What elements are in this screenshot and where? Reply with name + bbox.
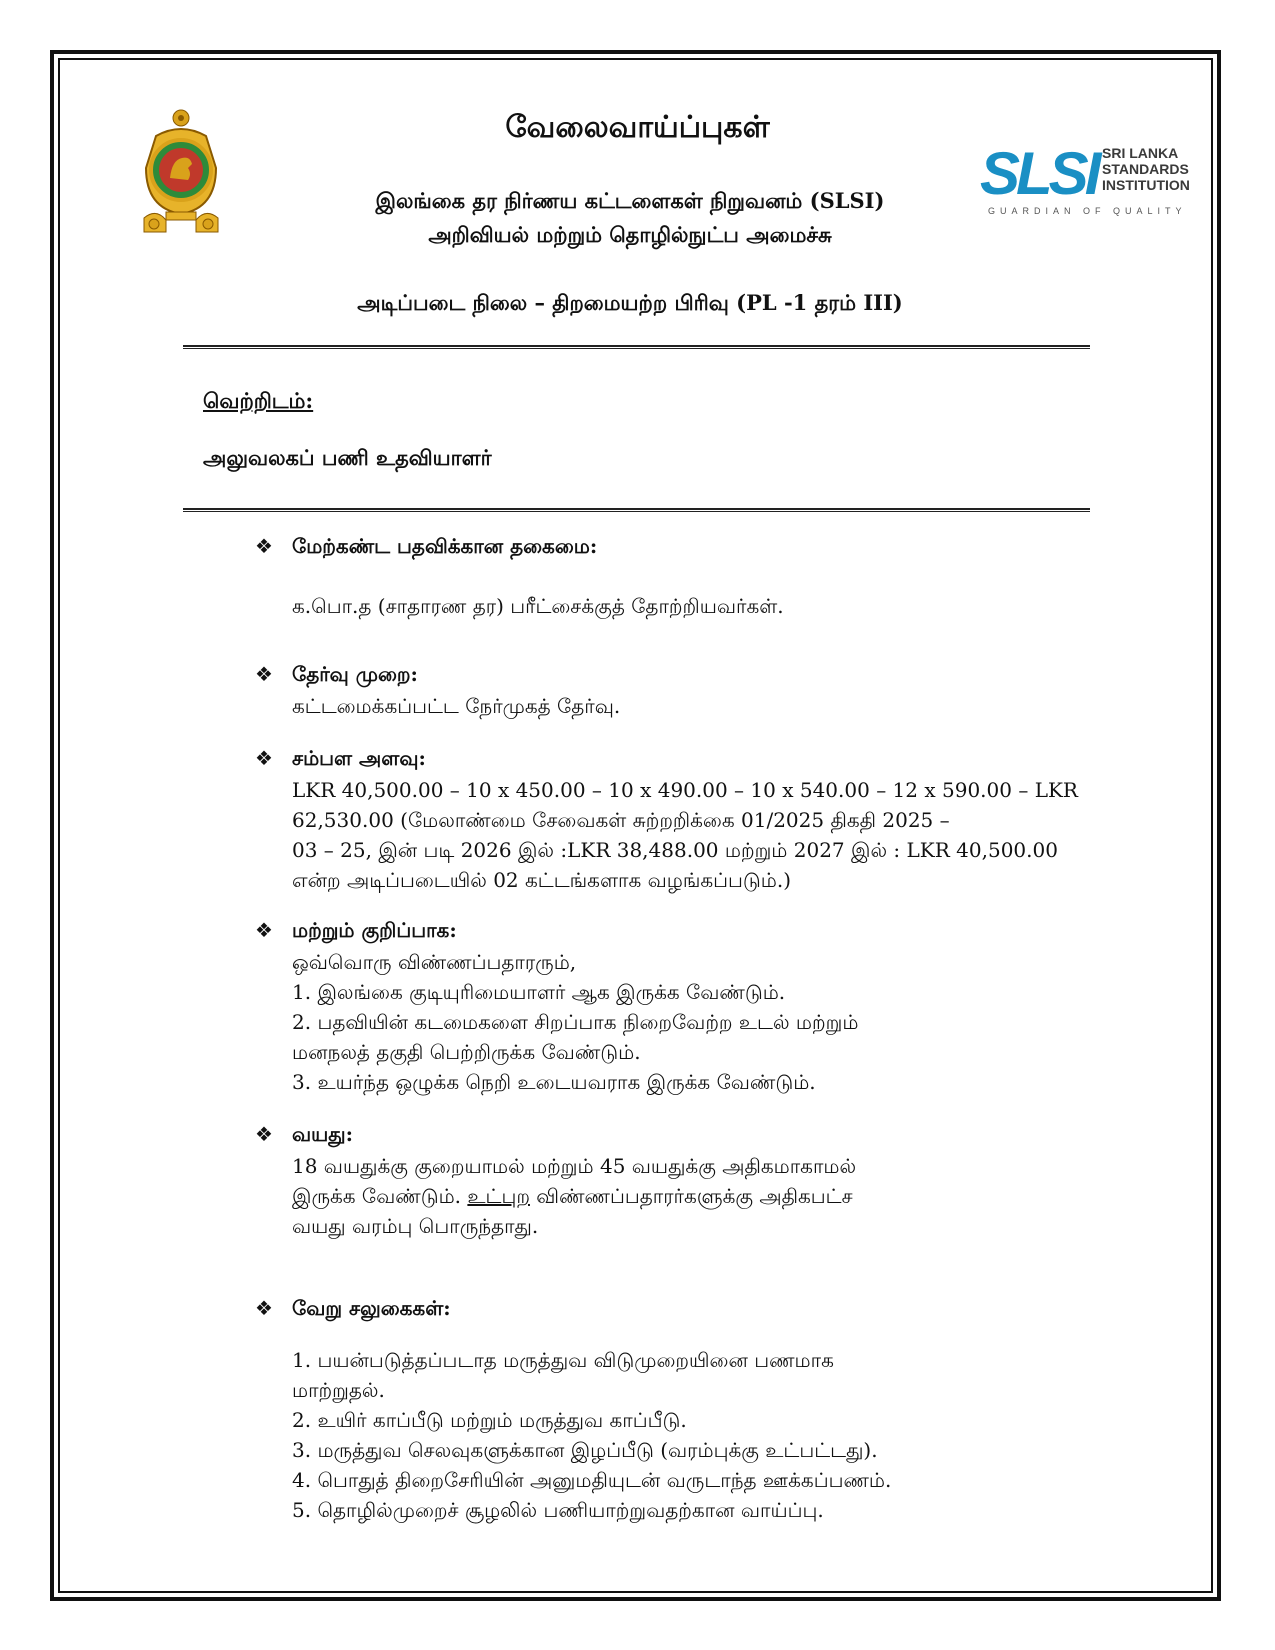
- bullet-icon: ❖: [255, 746, 273, 770]
- benefits-line: 3. மருத்துவ செலவுகளுக்கான இழப்பீடு (வரம்புக்கு உட்பட்டது).: [292, 1438, 878, 1462]
- selection-text: கட்டமைக்கப்பட்ட நேர்முகத் தேர்வு.: [292, 694, 621, 718]
- age-line2-post: விண்ணப்பதாரர்களுக்கு அதிகபட்ச: [529, 1184, 853, 1208]
- salary-line: 62,530.00 (மேலாண்மை சேவைகள் சுற்றறிக்கை 01/2025 திகதி 2025 –: [292, 808, 950, 832]
- divider-top: [183, 345, 1090, 349]
- slsi-logo: [980, 138, 1194, 224]
- requirements-line: 2. பதவியின் கடமைகளை சிறப்பாக நிறைவேற்ற உடல் மற்றும்: [292, 1010, 859, 1034]
- requirements-line: ஒவ்வொரு விண்ணப்பதாரரும்,: [292, 950, 577, 974]
- benefits-line: 5. தொழில்முறைச் சூழலில் பணியாற்றுவதற்கான வாய்ப்பு.: [292, 1498, 824, 1522]
- slsi-logo-line3: INSTITUTION: [1102, 177, 1190, 193]
- divider-bottom: [183, 508, 1090, 512]
- age-line: [292, 1181, 1115, 1211]
- vacancy-label: வெற்றிடம்:: [203, 388, 314, 413]
- age-line2-underlined: உட்புற: [467, 1184, 530, 1208]
- page-title: வேலைவாய்ப்புகள்: [505, 110, 770, 145]
- bullet-icon: ❖: [255, 1122, 273, 1146]
- section-age: [255, 1122, 1115, 1241]
- requirements-line: மனநலத் தகுதி பெற்றிருக்க வேண்டும்.: [292, 1040, 641, 1064]
- salary-line: LKR 40,500.00 – 10 x 450.00 – 10 x 490.00 – 10 x 540.00 – 12 x 590.00 – LKR: [292, 778, 1078, 802]
- age-heading: வயது:: [292, 1122, 354, 1146]
- slsi-logo-line2: STANDARDS: [1102, 161, 1189, 177]
- section-qualification: [255, 534, 1115, 621]
- section-salary: [255, 746, 1115, 895]
- section-selection: [255, 662, 1115, 721]
- selection-heading: தேர்வு முறை:: [292, 662, 418, 686]
- organization-name: இலங்கை தர நிர்ணய கட்டளைகள் நிறுவனம் (SLSI): [375, 188, 885, 213]
- slsi-logo-mark: SLSI: [980, 140, 1098, 207]
- ministry-name: அறிவியல் மற்றும் தொழில்நுட்ப அமைச்சு: [428, 222, 832, 247]
- age-line: வயது வரம்பு பொருந்தாது.: [292, 1214, 539, 1238]
- requirements-heading: மற்றும் குறிப்பாக:: [292, 918, 457, 942]
- bullet-icon: ❖: [255, 662, 273, 686]
- qualification-text: க.பொ.த (சாதாரண தர) பரீட்சைக்குத் தோற்றியவர்கள்.: [292, 594, 784, 618]
- benefits-heading: வேறு சலுகைகள்:: [292, 1296, 451, 1320]
- benefits-line: மாற்றுதல்.: [292, 1378, 385, 1402]
- qualification-heading: மேற்கண்ட பதவிக்கான தகைமை:: [292, 534, 598, 558]
- benefits-line: 1. பயன்படுத்தப்படாத மருத்துவ விடுமுறையினை பணமாக: [292, 1348, 834, 1372]
- requirements-line: 3. உயர்ந்த ஒழுக்க நெறி உடையவராக இருக்க வேண்டும்.: [292, 1070, 816, 1094]
- slsi-logo-line1: SRI LANKA: [1102, 145, 1179, 161]
- age-line: 18 வயதுக்கு குறையாமல் மற்றும் 45 வயதுக்கு அதிகமாகாமல்: [292, 1154, 857, 1178]
- bullet-icon: ❖: [255, 1296, 273, 1320]
- section-benefits: [255, 1296, 1115, 1525]
- salary-heading: சம்பள அளவு:: [292, 746, 426, 770]
- section-requirements: [255, 918, 1115, 1097]
- bullet-icon: ❖: [255, 918, 273, 942]
- bullet-icon: ❖: [255, 534, 273, 558]
- requirements-line: 1. இலங்கை குடியுரிமையாளர் ஆக இருக்க வேண்டும்.: [292, 980, 786, 1004]
- age-line2-pre: இருக்க வேண்டும்.: [292, 1184, 468, 1208]
- slsi-logo-tagline: GUARDIAN OF QUALITY: [988, 206, 1187, 216]
- vacancy-position: அலுவலகப் பணி உதவியாளர்: [203, 445, 492, 470]
- salary-line: 03 – 25, இன் படி 2026 இல் :LKR 38,488.00 மற்றும் 2027 இல் : LKR 40,500.00: [292, 838, 1058, 862]
- benefits-line: 4. பொதுத் திறைசேரியின் அனுமதியுடன் வருடாந்த ஊக்கப்பணம்.: [292, 1468, 892, 1492]
- grade-level: அடிப்படை நிலை – திறமையற்ற பிரிவு (PL -1 தரம் III): [357, 290, 903, 315]
- benefits-line: 2. உயிர் காப்பீடு மற்றும் மருத்துவ காப்பீடு.: [292, 1408, 687, 1432]
- salary-line: என்ற அடிப்படையில் 02 கட்டங்களாக வழங்கப்படும்.): [292, 868, 792, 892]
